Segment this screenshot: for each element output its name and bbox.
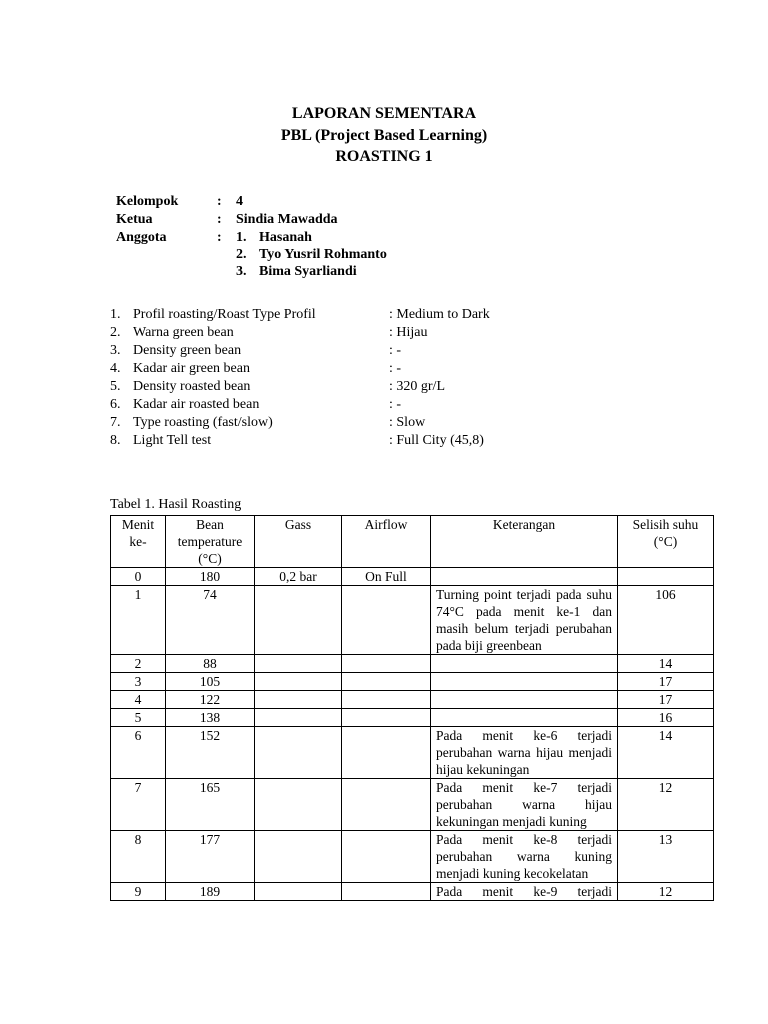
header-bean-temperature: Bean temperature (°C) [166,516,255,568]
colon: : [217,212,222,227]
ketua-label: Ketua [116,212,153,227]
cell-gass [255,586,342,655]
cell-airflow: On Full [342,568,431,586]
kelompok-value: 4 [236,194,243,209]
table-row [111,568,714,586]
cell-airflow [342,883,431,901]
cell-selisih: 17 [618,691,714,709]
cell-airflow [342,691,431,709]
cell-gass: 0,2 bar [255,568,342,586]
spec-label: Kadar air roasted bean [133,397,260,412]
table-row [111,883,714,901]
cell-keterangan: Pada menit ke-9 terjadi [431,883,618,901]
header-selisih-suhu: Selisih suhu (°C) [618,516,714,568]
cell-gass [255,673,342,691]
header-gass: Gass [255,516,342,568]
cell-bean-temp: 180 [166,568,255,586]
cell-airflow [342,655,431,673]
cell-selisih: 16 [618,709,714,727]
spec-value: : - [389,343,402,358]
cell-selisih: 12 [618,883,714,901]
cell-selisih: 14 [618,727,714,779]
spec-label: Kadar air green bean [133,361,250,376]
cell-keterangan: Pada menit ke-6 terjadi perubahan warna hijau menjadi hijau kekuningan [431,727,618,779]
table-row [111,831,714,883]
spec-label: Density roasted bean [133,379,251,394]
cell-bean-temp: 189 [166,883,255,901]
report-session: ROASTING 1 [335,148,433,165]
spec-number: 6. [110,397,121,412]
cell-bean-temp: 152 [166,727,255,779]
cell-menit: 2 [111,655,166,673]
cell-menit: 7 [111,779,166,831]
cell-airflow [342,831,431,883]
cell-menit: 5 [111,709,166,727]
cell-menit: 0 [111,568,166,586]
table-row [111,691,714,709]
cell-airflow [342,779,431,831]
table-header-row [111,516,714,568]
table-caption: Tabel 1. Hasil Roasting [110,497,242,512]
spec-number: 5. [110,379,121,394]
cell-bean-temp: 177 [166,831,255,883]
anggota-label: Anggota [116,230,167,245]
cell-keterangan [431,568,618,586]
cell-gass [255,709,342,727]
cell-selisih: 12 [618,779,714,831]
cell-airflow [342,709,431,727]
spec-value: : - [389,397,402,412]
report-title: LAPORAN SEMENTARA [291,105,477,122]
cell-menit: 8 [111,831,166,883]
spec-value: : 320 gr/L [389,379,445,394]
cell-airflow [342,673,431,691]
cell-bean-temp: 138 [166,709,255,727]
spec-value: : Medium to Dark [389,307,490,322]
cell-keterangan [431,655,618,673]
header-airflow: Airflow [342,516,431,568]
spec-label: Warna green bean [133,325,234,340]
colon: : [217,194,222,209]
cell-selisih: 14 [618,655,714,673]
cell-airflow [342,586,431,655]
roast-specs-list [110,306,710,456]
spec-item [110,342,710,360]
cell-keterangan: Pada menit ke-8 terjadi perubahan warna kuning menjadi kuning kecokelatan [431,831,618,883]
spec-value: : - [389,361,402,376]
spec-item [110,306,710,324]
cell-keterangan [431,709,618,727]
cell-bean-temp: 88 [166,655,255,673]
cell-keterangan: Turning point terjadi pada suhu 74°C pada menit ke-1 dan masih belum terjadi perubahan pada biji greenbean [431,586,618,655]
member-number: 3. [236,264,247,279]
group-info [116,193,516,283]
cell-airflow [342,727,431,779]
cell-bean-temp: 122 [166,691,255,709]
table-row [111,655,714,673]
spec-item [110,396,710,414]
spec-label: Type roasting (fast/slow) [133,415,273,430]
cell-gass [255,779,342,831]
cell-menit: 4 [111,691,166,709]
colon: : [217,230,222,245]
cell-selisih: 17 [618,673,714,691]
report-subtitle: PBL (Project Based Learning) [280,127,488,144]
header-keterangan: Keterangan [431,516,618,568]
cell-bean-temp: 165 [166,779,255,831]
cell-bean-temp: 105 [166,673,255,691]
table-row [111,709,714,727]
member-number: 2. [236,247,247,262]
cell-keterangan [431,673,618,691]
kelompok-label: Kelompok [116,194,179,209]
cell-keterangan [431,691,618,709]
header-menit: Menit ke- [111,516,166,568]
spec-value: : Slow [389,415,426,430]
spec-number: 3. [110,343,121,358]
member-name: Tyo Yusril Rohmanto [259,247,387,262]
spec-label: Profil roasting/Roast Type Profil [133,307,316,322]
roasting-results-table [110,515,714,901]
cell-menit: 3 [111,673,166,691]
member-name: Hasanah [259,230,312,245]
cell-selisih: 13 [618,831,714,883]
cell-selisih: 106 [618,586,714,655]
spec-label: Light Tell test [133,433,212,448]
ketua-value: Sindia Mawadda [236,212,338,227]
cell-bean-temp: 74 [166,586,255,655]
table-row [111,673,714,691]
table-row [111,586,714,655]
member-number: 1. [236,230,247,245]
spec-value: : Full City (45,8) [389,433,484,448]
table-row [111,727,714,779]
spec-number: 8. [110,433,121,448]
spec-number: 1. [110,307,121,322]
spec-item [110,360,710,378]
spec-number: 7. [110,415,121,430]
spec-item [110,432,710,450]
cell-gass [255,831,342,883]
cell-selisih [618,568,714,586]
cell-keterangan: Pada menit ke-7 terjadi perubahan warna hijau kekuningan menjadi kuning [431,779,618,831]
member-name: Bima Syarliandi [259,264,357,279]
cell-menit: 6 [111,727,166,779]
cell-menit: 9 [111,883,166,901]
spec-number: 2. [110,325,121,340]
spec-item [110,414,710,432]
table-row [111,779,714,831]
spec-item [110,378,710,396]
spec-value: : Hijau [389,325,428,340]
spec-item [110,324,710,342]
cell-menit: 1 [111,586,166,655]
cell-gass [255,655,342,673]
spec-label: Density green bean [133,343,242,358]
cell-gass [255,691,342,709]
cell-gass [255,727,342,779]
cell-gass [255,883,342,901]
spec-number: 4. [110,361,121,376]
